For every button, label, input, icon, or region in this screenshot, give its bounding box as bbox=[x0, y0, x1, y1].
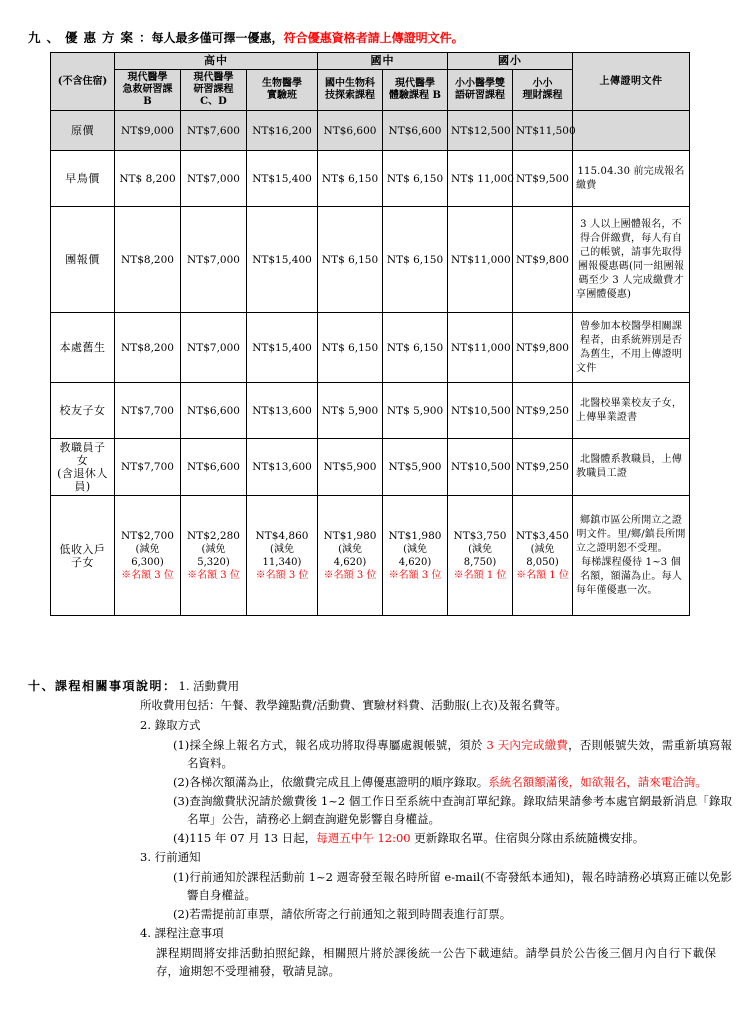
price-cell-r6-c2 bbox=[247, 496, 318, 616]
price-cell-r4-c0: NT$7,700 bbox=[115, 383, 181, 439]
note-cell-2: 3 人以上團體報名，不得合併繳費，每人有自己的帳號，請事先取得團報優惠碼(同一組團報碼至少 3 人完成繳費才享團體優惠) bbox=[573, 207, 690, 313]
price-quota: ※名額 1 位 bbox=[453, 569, 507, 581]
price-quota: ※名額 3 位 bbox=[121, 569, 174, 581]
row-label-6: 低收入戶 子女 bbox=[51, 496, 115, 616]
price-cell-r5-c3: NT$5,900 bbox=[318, 439, 383, 496]
course-header-4: 現代醫學 體驗課程 B bbox=[383, 70, 448, 111]
note-cell-1: 115.04.30 前完成報名繳費 bbox=[573, 151, 690, 207]
price-discount: (減免 5,320) bbox=[197, 543, 230, 568]
item-2-sub-4-red: 每週五中午 12:00 bbox=[316, 831, 411, 845]
section-9-colon: ： bbox=[139, 30, 152, 45]
price-cell-r2-c2: NT$15,400 bbox=[247, 207, 318, 313]
note-cell-3: 曾參加本校醫學相關課程者，由系統辨別是否為舊生，不用上傳證明文件 bbox=[573, 313, 690, 383]
price-cell-r1-c3: NT$ 6,150 bbox=[318, 151, 383, 207]
table-body bbox=[51, 111, 690, 616]
row-label-2: 團報價 bbox=[51, 207, 115, 313]
note-cell-5: 北醫體系教職員，上傳教職員工證 bbox=[573, 439, 690, 496]
price-quota: ※名額 3 位 bbox=[187, 569, 240, 581]
table-row bbox=[51, 439, 690, 496]
item-3-title: 3. 行前通知 bbox=[140, 850, 201, 864]
price-cell-r5-c5: NT$10,500 bbox=[448, 439, 513, 496]
row-label-0: 原價 bbox=[51, 111, 115, 151]
price-quota: ※名額 3 位 bbox=[255, 569, 309, 581]
table-row bbox=[51, 313, 690, 383]
price-discount: (減免 4,620) bbox=[333, 543, 367, 568]
section-9-desc-red: 符合優惠資格者請上傳證明文件。 bbox=[283, 31, 464, 45]
course-header-5: 小小醫學雙 語研習課程 bbox=[448, 70, 513, 111]
section-10-number-title bbox=[28, 678, 177, 695]
table-row bbox=[51, 496, 690, 616]
item-2-title: 2. 錄取方式 bbox=[140, 718, 201, 732]
price-cell-r5-c4: NT$5,900 bbox=[383, 439, 448, 496]
item-3-sub-2: (2)若需提前訂車票，請依所寄之行前通知之報到時間表進行訂票。 bbox=[173, 907, 512, 921]
price-cell-r1-c1: NT$7,000 bbox=[181, 151, 247, 207]
row-label-5: 教職員子女 (含退休人員) bbox=[51, 439, 115, 496]
section-10 bbox=[28, 678, 732, 980]
price-cell-r2-c1: NT$7,000 bbox=[181, 207, 247, 313]
price-cell-r4-c6: NT$9,250 bbox=[513, 383, 573, 439]
section-10-heading bbox=[28, 678, 718, 695]
price-quota: ※名額 3 位 bbox=[388, 569, 442, 581]
course-header-2: 生物醫學 實驗班 bbox=[247, 70, 318, 111]
table-row bbox=[51, 111, 690, 151]
table-row bbox=[51, 151, 690, 207]
price-discount: (減免 8,750) bbox=[463, 543, 497, 568]
price-discount: (減免 6,300) bbox=[131, 543, 164, 568]
price-cell-r0-c1: NT$7,600 bbox=[181, 111, 247, 151]
price-discount: (減免 11,340) bbox=[262, 543, 302, 568]
price-cell-r1-c0: NT$ 8,200 bbox=[115, 151, 181, 207]
section-10-number: 十、 bbox=[28, 679, 56, 693]
price-cell-r0-c5: NT$12,500 bbox=[448, 111, 513, 151]
group-header-senior-high: 高中 bbox=[115, 53, 318, 70]
price-discount: (減免 8,050) bbox=[526, 543, 559, 568]
row-label-3: 本處舊生 bbox=[51, 313, 115, 383]
price-cell-r4-c1: NT$6,600 bbox=[181, 383, 247, 439]
price-cell-r3-c3: NT$ 6,150 bbox=[318, 313, 383, 383]
price-cell-r0-c0: NT$9,000 bbox=[115, 111, 181, 151]
course-header-6: 小小 理財課程 bbox=[513, 70, 573, 111]
group-header-junior-high: 國中 bbox=[318, 53, 448, 70]
table-row bbox=[51, 383, 690, 439]
price-cell-r6-c0 bbox=[115, 496, 181, 616]
item-1-body: 所收費用包括：午餐、教學鐘點費/活動費、實驗材料費、活動服(上衣)及報名費等。 bbox=[140, 698, 567, 712]
price-cell-r1-c5: NT$ 11,000 bbox=[448, 151, 513, 207]
item-2-sub-1-post: ，否則帳號失效，需重新填寫報名資料。 bbox=[187, 738, 732, 770]
price-cell-r3-c4: NT$ 6,150 bbox=[383, 313, 448, 383]
course-header-0: 現代醫學 急救研習課 B bbox=[115, 70, 181, 111]
item-2-sub-4-pre: (4)115 年 07 月 13 日起， bbox=[173, 831, 317, 845]
price-cell-r0-c3: NT$6,600 bbox=[318, 111, 383, 151]
price-cell-r3-c6: NT$9,800 bbox=[513, 313, 573, 383]
price-value: NT$2,700 bbox=[121, 529, 174, 542]
item-2-sub-2-pre: (2)各梯次額滿為止，依繳費完成且上傳優惠證明的順序錄取。 bbox=[173, 775, 489, 789]
item-3-sub-1: (1)行前通知於課程活動前 1~2 週寄發至報名時所留 e-mail(不寄發紙本通知)，報名時請務必填寫正確以免影響自身權益。 bbox=[173, 870, 732, 902]
price-value: NT$4,860 bbox=[255, 529, 309, 542]
section-10-title: 課程相關事項說明 bbox=[55, 679, 164, 693]
section-9-title: 優惠方案 bbox=[65, 30, 140, 45]
header-upload-document: 上傳證明文件 bbox=[573, 53, 690, 111]
price-cell-r5-c2: NT$13,600 bbox=[247, 439, 318, 496]
price-cell-r3-c0: NT$8,200 bbox=[115, 313, 181, 383]
price-value: NT$1,980 bbox=[323, 529, 377, 542]
section-9-heading bbox=[28, 30, 464, 46]
price-cell-r2-c5: NT$11,000 bbox=[448, 207, 513, 313]
price-cell-r6-c5 bbox=[448, 496, 513, 616]
item-2-sub-4 bbox=[173, 829, 732, 847]
price-cell-r5-c0: NT$7,700 bbox=[115, 439, 181, 496]
price-quota: ※名額 3 位 bbox=[323, 569, 377, 581]
price-cell-r1-c6: NT$9,500 bbox=[513, 151, 573, 207]
item-2-sub-2 bbox=[173, 773, 732, 791]
course-header-1: 現代醫學 研習課程 C、D bbox=[181, 70, 247, 111]
price-cell-r4-c4: NT$ 5,900 bbox=[383, 383, 448, 439]
price-cell-r6-c1 bbox=[181, 496, 247, 616]
price-cell-r2-c4: NT$ 6,150 bbox=[383, 207, 448, 313]
price-cell-r5-c1: NT$6,600 bbox=[181, 439, 247, 496]
price-quota: ※名額 1 位 bbox=[516, 569, 569, 581]
fee-discount-table bbox=[50, 52, 690, 616]
price-cell-r0-c4: NT$6,600 bbox=[383, 111, 448, 151]
price-cell-r3-c1: NT$7,000 bbox=[181, 313, 247, 383]
price-value: NT$1,980 bbox=[388, 529, 442, 542]
group-header-elementary: 國小 bbox=[448, 53, 573, 70]
price-cell-r2-c0: NT$8,200 bbox=[115, 207, 181, 313]
price-value: NT$2,280 bbox=[187, 529, 240, 542]
section-9-number: 九、 bbox=[28, 30, 66, 45]
price-value: NT$3,750 bbox=[453, 529, 507, 542]
price-cell-r1-c4: NT$ 6,150 bbox=[383, 151, 448, 207]
price-cell-r4-c3: NT$ 5,900 bbox=[318, 383, 383, 439]
price-cell-r6-c6 bbox=[513, 496, 573, 616]
item-2-sub-2-red: 系統名額額滿後，如欲報名，請來電洽詢。 bbox=[488, 775, 707, 789]
item-4-title: 4. 課程注意事項 bbox=[140, 926, 224, 940]
table-row bbox=[51, 207, 690, 313]
price-cell-r6-c3 bbox=[318, 496, 383, 616]
table-header-row-groups bbox=[51, 53, 690, 70]
price-cell-r0-c6: NT$11,500 bbox=[513, 111, 573, 151]
price-discount: (減免 4,620) bbox=[398, 543, 432, 568]
price-cell-r5-c6: NT$9,250 bbox=[513, 439, 573, 496]
price-cell-r3-c2: NT$15,400 bbox=[247, 313, 318, 383]
item-2-sub-1-pre: (1)採全線上報名方式，報名成功將取得專屬處親帳號，須於 bbox=[173, 738, 487, 752]
price-cell-r0-c2: NT$16,200 bbox=[247, 111, 318, 151]
course-header-3: 國中生物科 技探索課程 bbox=[318, 70, 383, 111]
section-10-colon: ： bbox=[163, 679, 177, 693]
price-cell-r4-c5: NT$10,500 bbox=[448, 383, 513, 439]
price-cell-r2-c3: NT$ 6,150 bbox=[318, 207, 383, 313]
note-cell-6: 鄉鎮市區公所開立之證明文件。里/鄉/鎮長所開立之證明恕不受理。 每梯課程優待 1~3 個名額，額滿為止。每人每年僅優惠一次。 bbox=[573, 496, 690, 616]
item-2-sub-1-red: 3 天內完成繳費 bbox=[486, 738, 569, 752]
item-2-sub-1 bbox=[173, 736, 732, 772]
price-value: NT$3,450 bbox=[516, 529, 569, 542]
table-corner-label: (不含住宿) bbox=[51, 53, 115, 111]
item-1-title: 1. 活動費用 bbox=[178, 679, 240, 693]
item-4-body: 課程期間將安排活動拍照紀錄，相關照片將於課後統一公告下載連結。請學員於公告後三個月內自行下載保存，逾期恕不受理補發，敬請見諒。 bbox=[156, 946, 716, 978]
section-9-desc-black: 每人最多僅可擇一優惠， bbox=[151, 31, 284, 45]
price-cell-r2-c6: NT$9,800 bbox=[513, 207, 573, 313]
row-label-1: 早鳥價 bbox=[51, 151, 115, 207]
table-header bbox=[51, 53, 690, 111]
item-2-sub-4-post: 更新錄取名單。住宿與分隊由系統隨機安排。 bbox=[410, 831, 645, 845]
price-cell-r6-c4 bbox=[383, 496, 448, 616]
price-cell-r4-c2: NT$13,600 bbox=[247, 383, 318, 439]
note-cell-4: 北醫校畢業校友子女，上傳畢業證書 bbox=[573, 383, 690, 439]
row-label-4: 校友子女 bbox=[51, 383, 115, 439]
price-cell-r1-c2: NT$15,400 bbox=[247, 151, 318, 207]
item-2-sub-3: (3)查詢繳費狀況請於繳費後 1~2 個工作日至系統中查詢訂單紀錄。錄取結果請參考本處官網最新消息「錄取名單」公告，請務必上網查詢避免影響自身權益。 bbox=[173, 794, 732, 826]
note-cell-0 bbox=[573, 111, 690, 151]
price-cell-r3-c5: NT$11,000 bbox=[448, 313, 513, 383]
